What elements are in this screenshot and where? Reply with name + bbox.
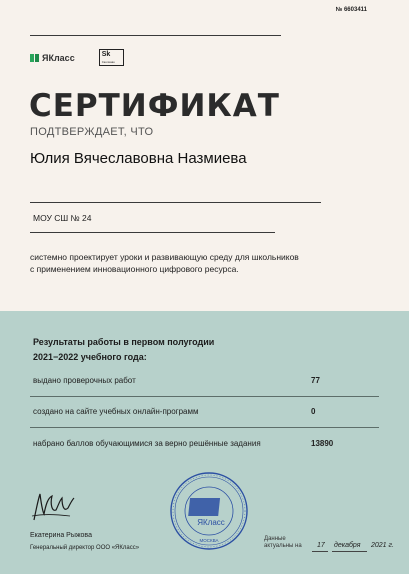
certificate-number: № 6603411 (335, 7, 367, 13)
date-label-line-1: Данные (264, 536, 286, 542)
company-stamp (169, 470, 249, 557)
certificate-description (30, 251, 360, 275)
school-name: МОУ СШ № 24 (33, 213, 92, 223)
description-line-1: системно проектирует уроки и развивающую среду для школьников (30, 252, 299, 262)
logo-row (30, 49, 124, 66)
result-row (33, 376, 378, 385)
date-year: 2021 г. (371, 542, 394, 549)
result-label: набрано баллов обучающимися за верно решённые задания (33, 439, 261, 448)
result-divider (30, 427, 379, 428)
results-title (33, 335, 214, 365)
result-divider (30, 396, 379, 397)
date-day: 17 (317, 542, 325, 549)
date-month-underline (332, 551, 367, 552)
top-divider (30, 35, 281, 36)
yaklass-logo (30, 53, 75, 63)
skolkovo-logo-mark: Sk (101, 51, 111, 58)
school-underline (30, 232, 275, 233)
result-label: создано на сайте учебных онлайн-программ (33, 407, 199, 416)
result-value: 13890 (311, 439, 334, 448)
results-title-line-2: 2021−2022 учебного года: (33, 352, 147, 362)
yaklass-logo-text: ЯКласс (42, 52, 75, 63)
signer-role: Генеральный директор ООО «ЯКласс» (30, 545, 140, 551)
results-title-line-1: Результаты работы в первом полугодии (33, 337, 215, 347)
skolkovo-logo-caption: Сколково (101, 60, 115, 64)
result-value: 77 (311, 376, 320, 385)
name-underline (30, 202, 321, 203)
skolkovo-logo (99, 49, 124, 66)
result-label: выдано проверочных работ (33, 376, 136, 385)
date-day-underline (312, 551, 328, 552)
yaklass-logo-icon (30, 54, 39, 62)
stamp-city-text: МОСКВА (199, 538, 219, 543)
date-label (264, 536, 302, 550)
description-line-2: с применением инновационного цифрового ресурса. (30, 264, 239, 274)
result-row (33, 407, 378, 416)
signature-image (30, 490, 78, 529)
date-month: декабря (334, 542, 361, 549)
signer-name: Екатерина Рыжова (30, 532, 92, 539)
recipient-name: Юлия Вячеславовна Назмиева (30, 150, 247, 167)
certificate-subtitle: ПОДТВЕРЖДАЕТ, ЧТО (30, 126, 154, 138)
certificate-title: СЕРТИФИКАТ (29, 88, 280, 124)
date-label-line-2: актуальны на (264, 543, 302, 549)
result-row (33, 439, 378, 448)
result-value: 0 (311, 407, 316, 416)
stamp-brand-text: ЯКласс (197, 518, 225, 527)
